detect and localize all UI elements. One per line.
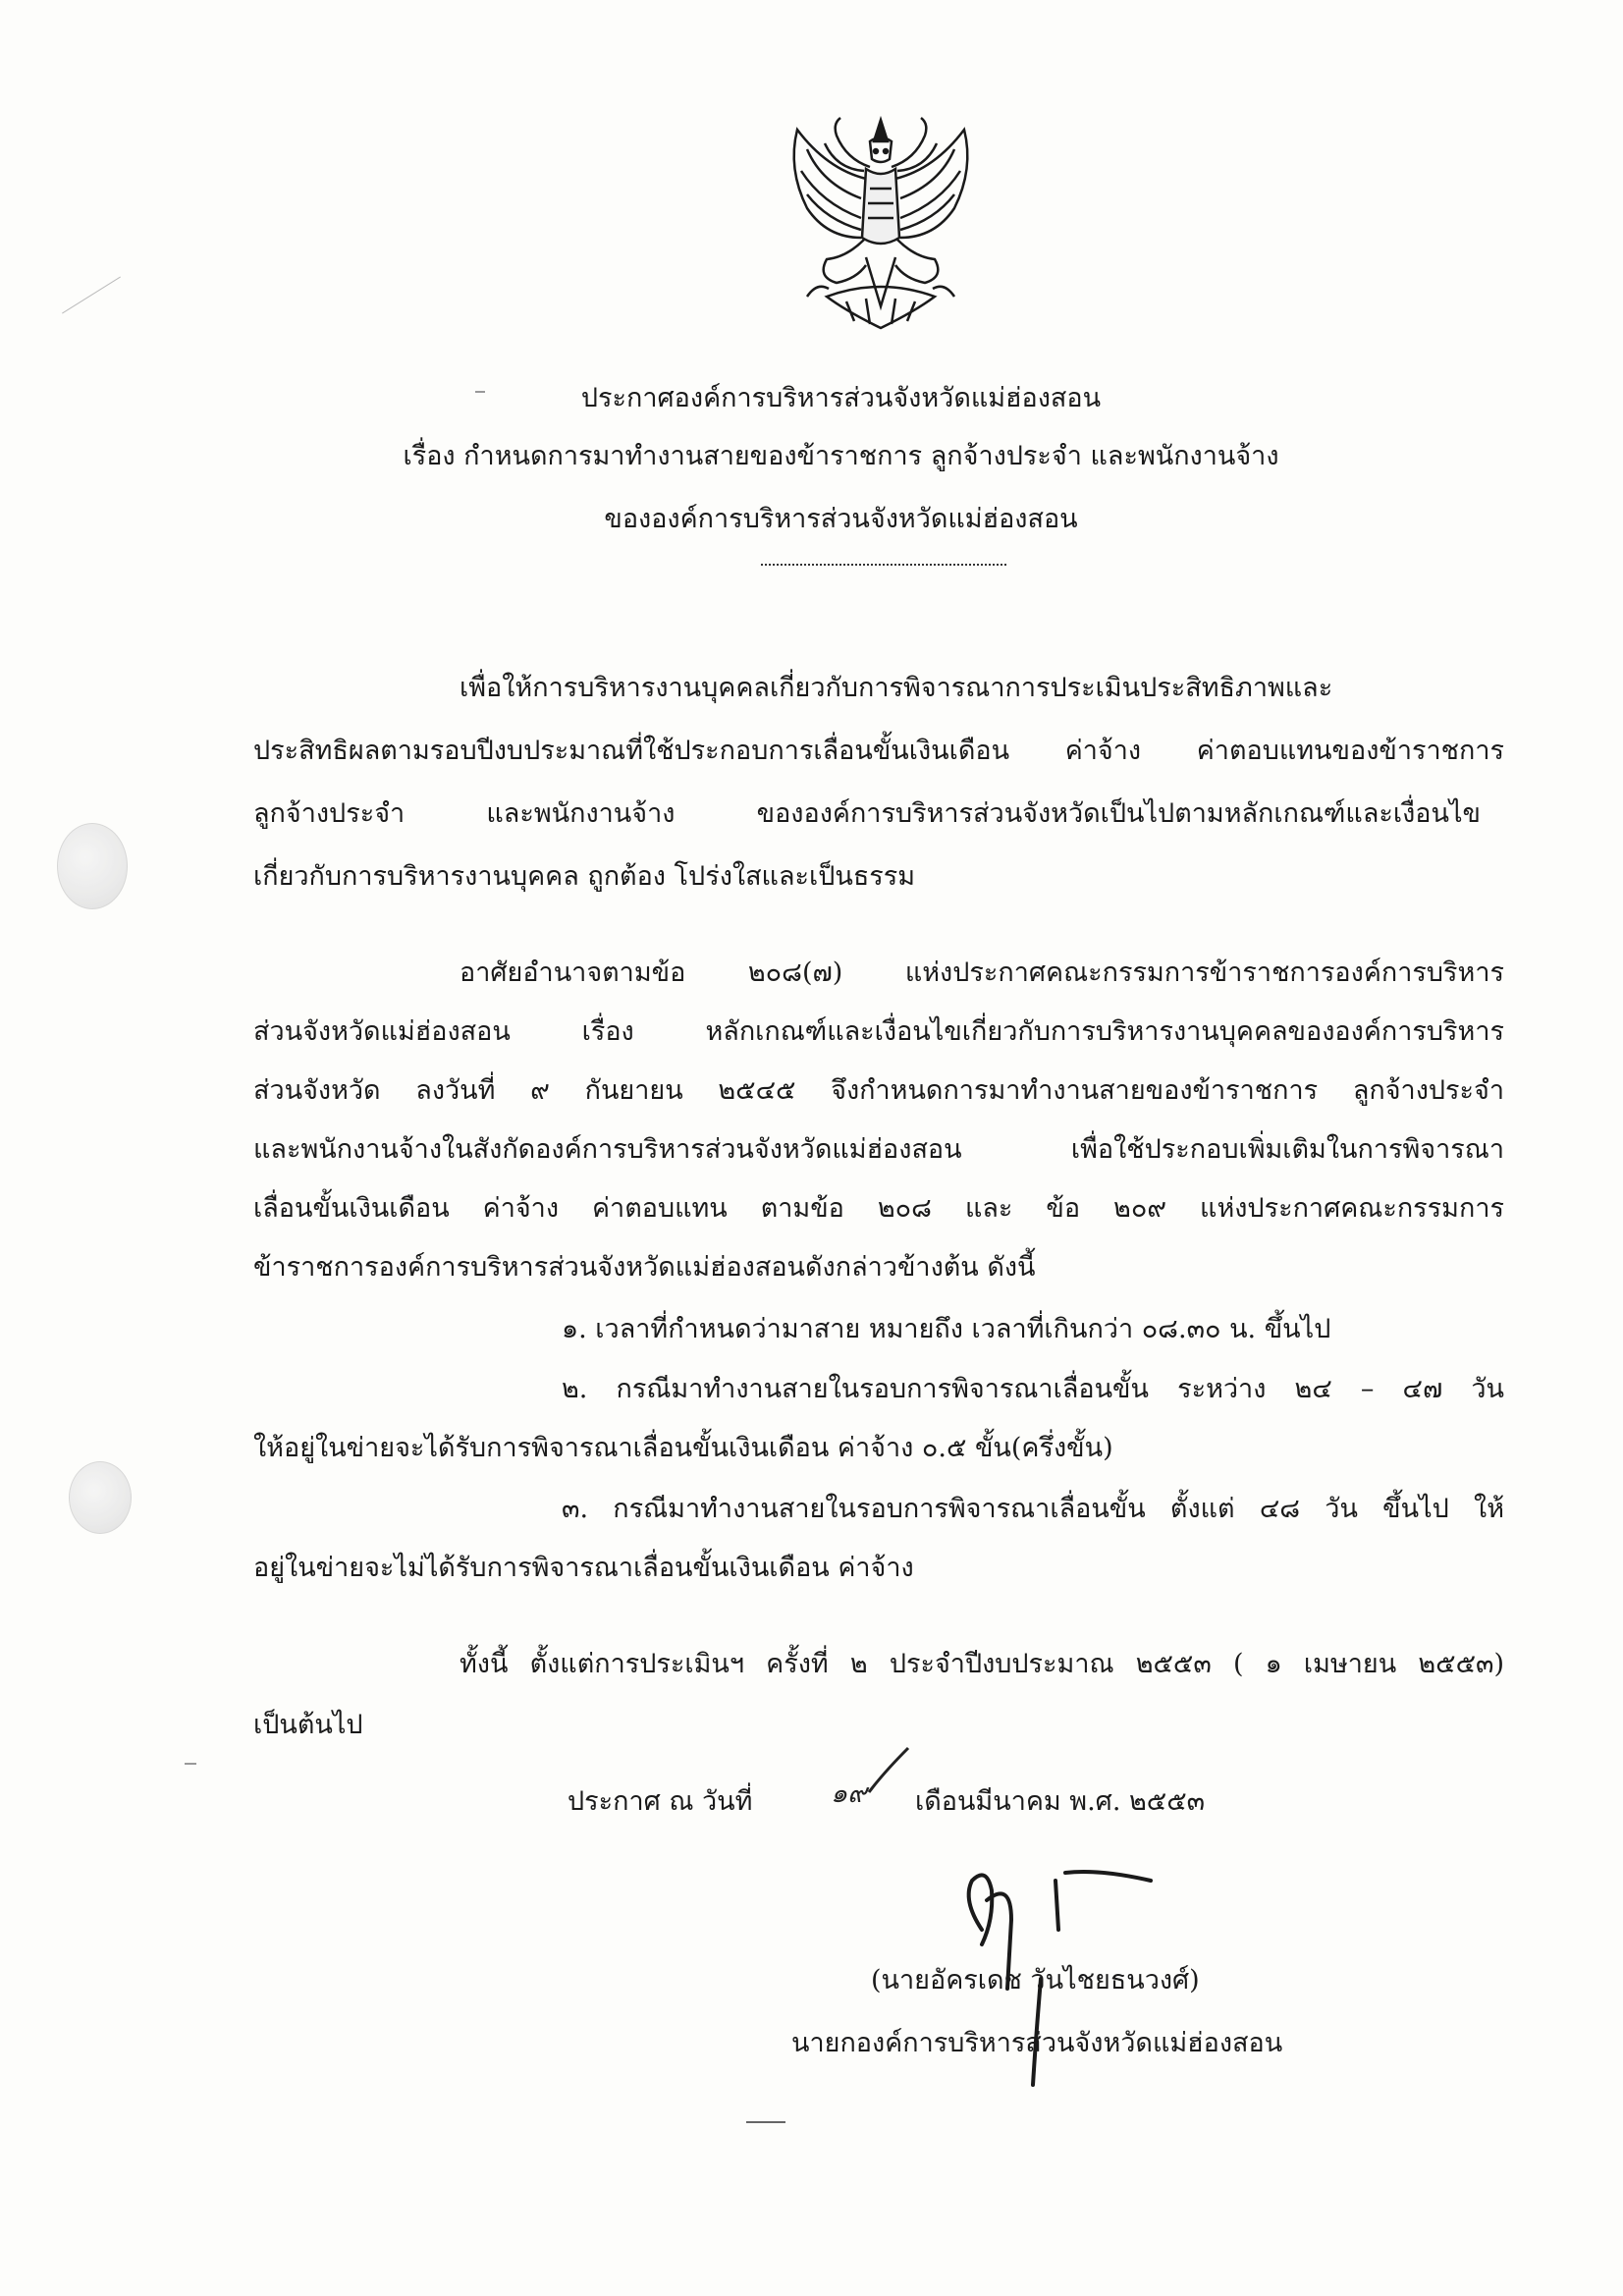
paragraph-1-line-1: เพื่อให้การบริหารงานบุคคลเกี่ยวกับการพิจารณาการประเมินประสิทธิภาพและ — [460, 673, 1333, 703]
paragraph-1-line-3: ลูกจ้างประจำ และพนักงานจ้าง ขององค์การบริหารส่วนจังหวัดเป็นไปตามหลักเกณฑ์และเงื่อนไข — [253, 798, 1481, 829]
paragraph-2-line-2: ส่วนจังหวัดแม่ฮ่องสอน เรื่อง หลักเกณฑ์และเงื่อนไขเกี่ยวกับการบริหารงานบุคคลขององค์การบริหาร — [253, 1016, 1504, 1047]
dateline-prefix: ประกาศ ณ วันที่ — [568, 1786, 753, 1817]
scan-speck — [62, 277, 121, 314]
effective-statement-cont: เป็นต้นไป — [253, 1710, 363, 1740]
rule-item-2: ๒. กรณีมาทำงานสายในรอบการพิจารณาเลื่อนขั้น ระหว่าง ๒๔ – ๔๗ วัน — [562, 1374, 1504, 1404]
scan-speck — [746, 2121, 785, 2123]
scan-speck — [185, 1763, 196, 1765]
punch-hole-bottom — [69, 1461, 132, 1534]
punch-hole-top — [57, 823, 128, 909]
rule-item-1: ๑. เวลาที่กำหนดว่ามาสาย หมายถึง เวลาที่เกินกว่า ๐๘.๓๐ น. ขึ้นไป — [562, 1314, 1331, 1344]
rule-item-3-cont: อยู่ในข่ายจะไม่ได้รับการพิจารณาเลื่อนขั้นเงินเดือน ค่าจ้าง — [253, 1553, 914, 1583]
paragraph-2-line-3: ส่วนจังหวัด ลงวันที่ ๙ กันยายน ๒๕๔๕ จึงกำหนดการมาทำงานสายของข้าราชการ ลูกจ้างประจำ — [253, 1075, 1504, 1106]
paragraph-2-line-6: ข้าราชการองค์การบริหารส่วนจังหวัดแม่ฮ่องสอนดังกล่าวข้างต้น ดังนี้ — [253, 1252, 1036, 1283]
paragraph-1-line-4: เกี่ยวกับการบริหารงานบุคคล ถูกต้อง โปร่งใสและเป็นธรรม — [253, 861, 916, 892]
dateline-suffix: เดือนมีนาคม พ.ศ. ๒๕๕๓ — [915, 1786, 1206, 1817]
paragraph-2-line-4: และพนักงานจ้างในสังกัดองค์การบริหารส่วนจังหวัดแม่ฮ่องสอน เพื่อใช้ประกอบเพิ่มเติมในการพิจารณา — [253, 1134, 1504, 1165]
rule-item-3: ๓. กรณีมาทำงานสายในรอบการพิจารณาเลื่อนขั้น ตั้งแต่ ๔๘ วัน ขึ้นไป ให้ — [562, 1494, 1504, 1524]
signatory-name: (นายอัครเดช วันไชยธนวงศ์) — [871, 1965, 1200, 1995]
announcement-title: ประกาศองค์การบริหารส่วนจังหวัดแม่ฮ่องสอน — [580, 383, 1102, 413]
dateline-day: ๑๙ — [831, 1778, 867, 1809]
paragraph-2-line-1: อาศัยอำนาจตามข้อ ๒๐๘(๗) แห่งประกาศคณะกรรมการข้าราชการองค์การบริหาร — [460, 957, 1504, 988]
signatory-title: นายกองค์การบริหารส่วนจังหวัดแม่ฮ่องสอน — [791, 2028, 1283, 2058]
announcement-subject-cont: ขององค์การบริหารส่วนจังหวัดแม่ฮ่องสอน — [604, 504, 1078, 534]
garuda-emblem-icon — [768, 110, 994, 336]
paragraph-2-line-5: เลื่อนขั้นเงินเดือน ค่าจ้าง ค่าตอบแทน ตามข้อ ๒๐๘ และ ข้อ ๒๐๙ แห่งประกาศคณะกรรมการ — [253, 1193, 1504, 1224]
handwritten-day-stroke — [864, 1743, 913, 1802]
rule-item-2-cont: ให้อยู่ในข่ายจะได้รับการพิจารณาเลื่อนขั้นเงินเดือน ค่าจ้าง ๐.๕ ขั้น(ครึ่งขั้น) — [253, 1433, 1113, 1463]
header-divider — [761, 564, 1006, 566]
paragraph-1-line-2: ประสิทธิผลตามรอบปีงบประมาณที่ใช้ประกอบการเลื่อนขั้นเงินเดือน ค่าจ้าง ค่าตอบแทนของข้าราชการ — [253, 736, 1504, 766]
announcement-subject: เรื่อง กำหนดการมาทำงานสายของข้าราชการ ลูกจ้างประจำ และพนักงานจ้าง — [403, 441, 1279, 471]
effective-statement: ทั้งนี้ ตั้งแต่การประเมินฯ ครั้งที่ ๒ ประจำปีงบประมาณ ๒๕๕๓ ( ๑ เมษายน ๒๕๕๓) — [460, 1649, 1504, 1679]
